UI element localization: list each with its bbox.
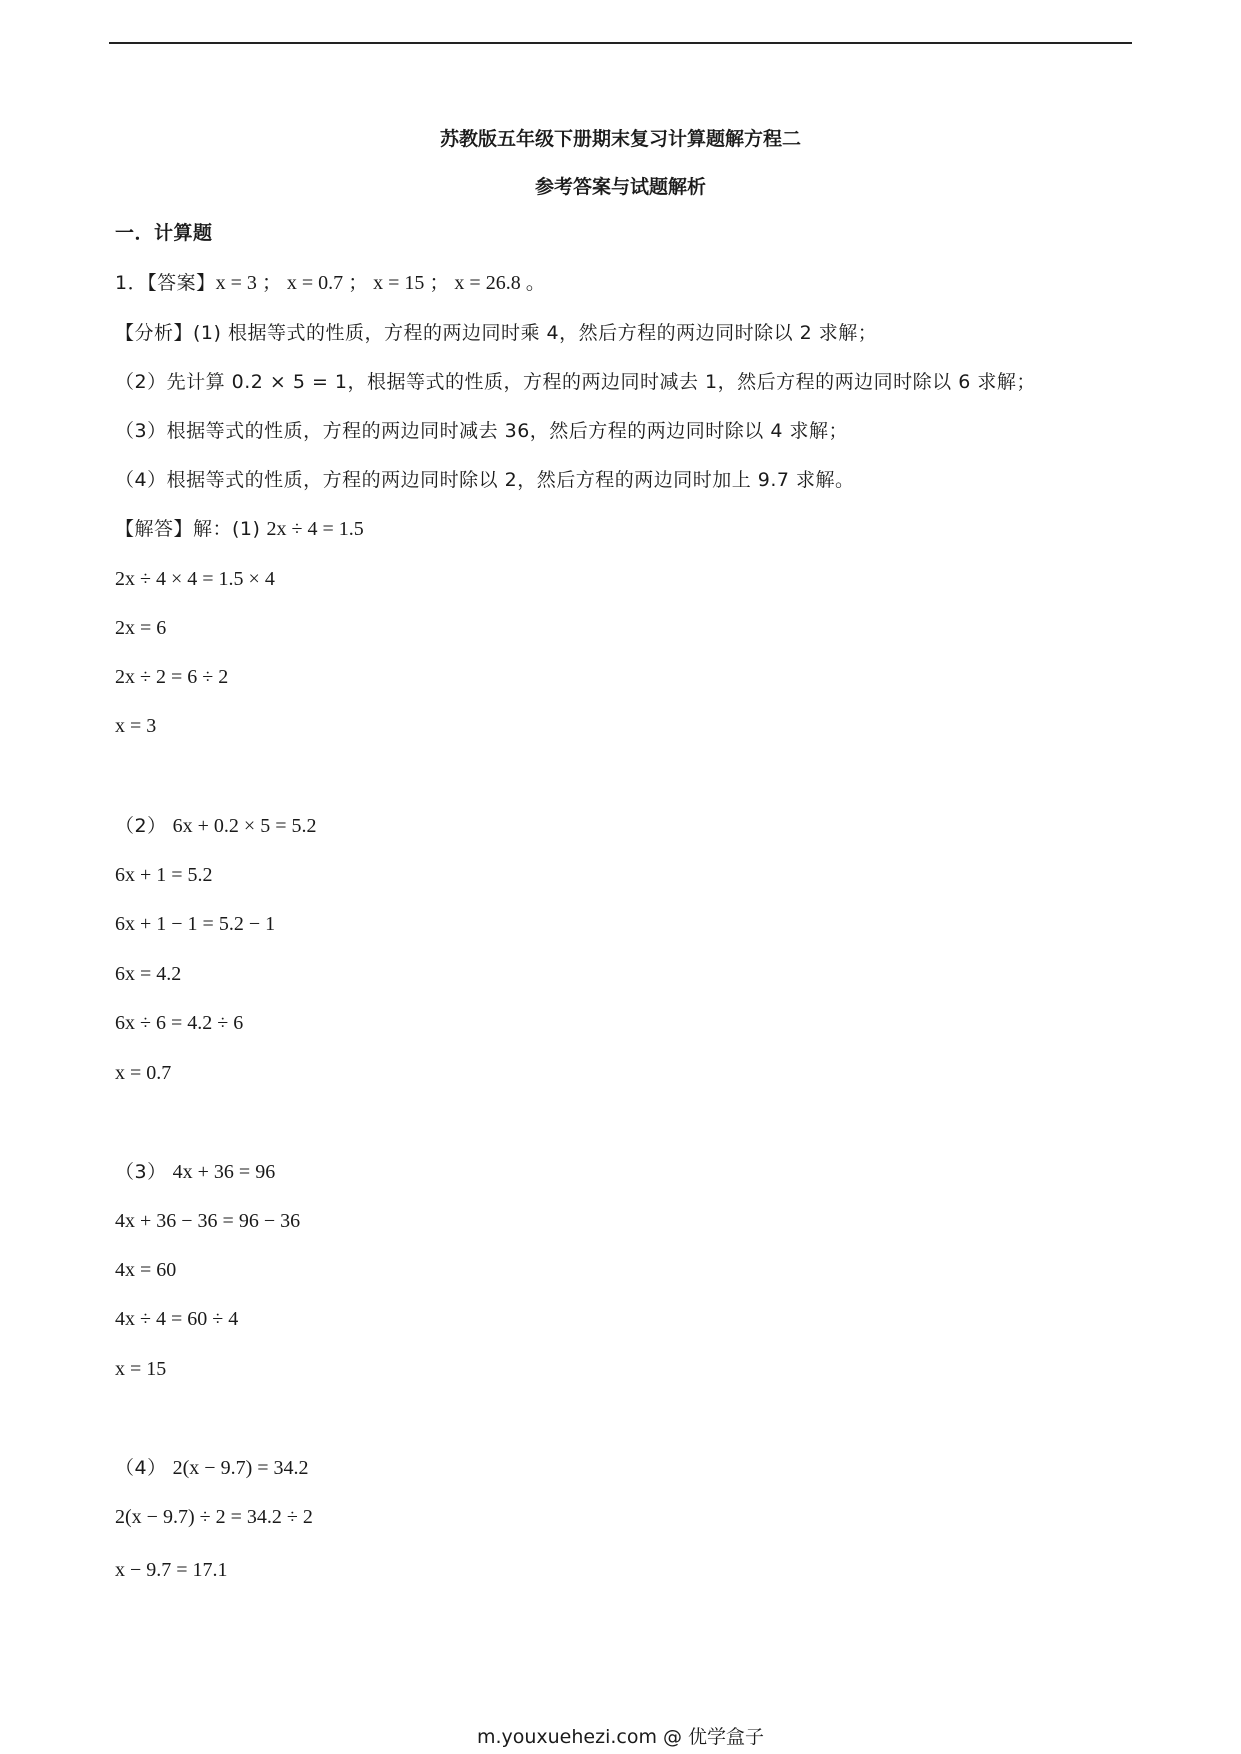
solution-part1-header (115, 516, 364, 542)
equation-line: 6x + 1 = 5.2 (115, 864, 213, 886)
answer-values: x = 3 ； x = 0.7 ； x = 15 ； x = 26.8 。 (215, 272, 546, 294)
answer-line (115, 270, 546, 296)
analysis-line-3: （3）根据等式的性质，方程的两边同时减去 36，然后方程的两边同时除以 4 求解； (115, 420, 848, 442)
equation-line: 2x ÷ 4 = 1.5 (266, 518, 364, 540)
equation-line: 4x = 60 (115, 1259, 177, 1281)
solution-part2-header (115, 813, 316, 839)
equation-line: 6x + 0.2 × 5 = 5.2 (172, 815, 317, 837)
part-label: （3） (115, 1161, 167, 1183)
analysis-line-2: （2）先计算 0.2 × 5 = 1，根据等式的性质，方程的两边同时减去 1，然后方程的两边同时除以 6 求解； (115, 371, 1036, 393)
equation-line: x = 3 (115, 715, 157, 737)
equation-line: 2x = 6 (115, 617, 167, 639)
top-rule (109, 42, 1132, 44)
equation-line: 4x + 36 = 96 (172, 1161, 276, 1183)
part-label: （4） (115, 1457, 167, 1479)
solution-part4-header (115, 1455, 309, 1481)
equation-line: 4x ÷ 4 = 60 ÷ 4 (115, 1308, 239, 1330)
document-subtitle: 参考答案与试题解析 (534, 176, 706, 198)
equation-line: 6x ÷ 6 = 4.2 ÷ 6 (115, 1012, 244, 1034)
analysis-line-4: （4）根据等式的性质，方程的两边同时除以 2，然后方程的两边同时加上 9.7 求解。 (115, 469, 855, 491)
answer-prefix: 1．【答案】 (115, 272, 216, 294)
equation-line: x = 0.7 (115, 1062, 172, 1084)
equation-line: 2x ÷ 4 × 4 = 1.5 × 4 (115, 568, 275, 590)
document-title: 苏教版五年级下册期末复习计算题解方程二 (439, 128, 801, 150)
equation-line: 6x + 1 − 1 = 5.2 − 1 (115, 913, 276, 935)
solution-part3-header (115, 1159, 275, 1185)
equation-line: 4x + 36 − 36 = 96 − 36 (115, 1210, 301, 1232)
part-label: （2） (115, 815, 167, 837)
footer-watermark: m.youxuehezi.com @ 优学盒子 (476, 1726, 765, 1748)
equation-line: x − 9.7 = 17.1 (115, 1559, 228, 1581)
equation-line: 2(x − 9.7) ÷ 2 = 34.2 ÷ 2 (115, 1506, 313, 1528)
equation-line: 2x ÷ 2 = 6 ÷ 2 (115, 666, 229, 688)
equation-line: x = 15 (115, 1358, 167, 1380)
solution-label: 【解答】解：(1) (115, 518, 261, 540)
section-heading: 一．计算题 (115, 222, 213, 244)
analysis-line-1: 【分析】(1) 根据等式的性质，方程的两边同时乘 4，然后方程的两边同时除以 2 求解； (115, 322, 878, 344)
equation-line: 6x = 4.2 (115, 963, 182, 985)
equation-line: 2(x − 9.7) = 34.2 (172, 1457, 309, 1479)
